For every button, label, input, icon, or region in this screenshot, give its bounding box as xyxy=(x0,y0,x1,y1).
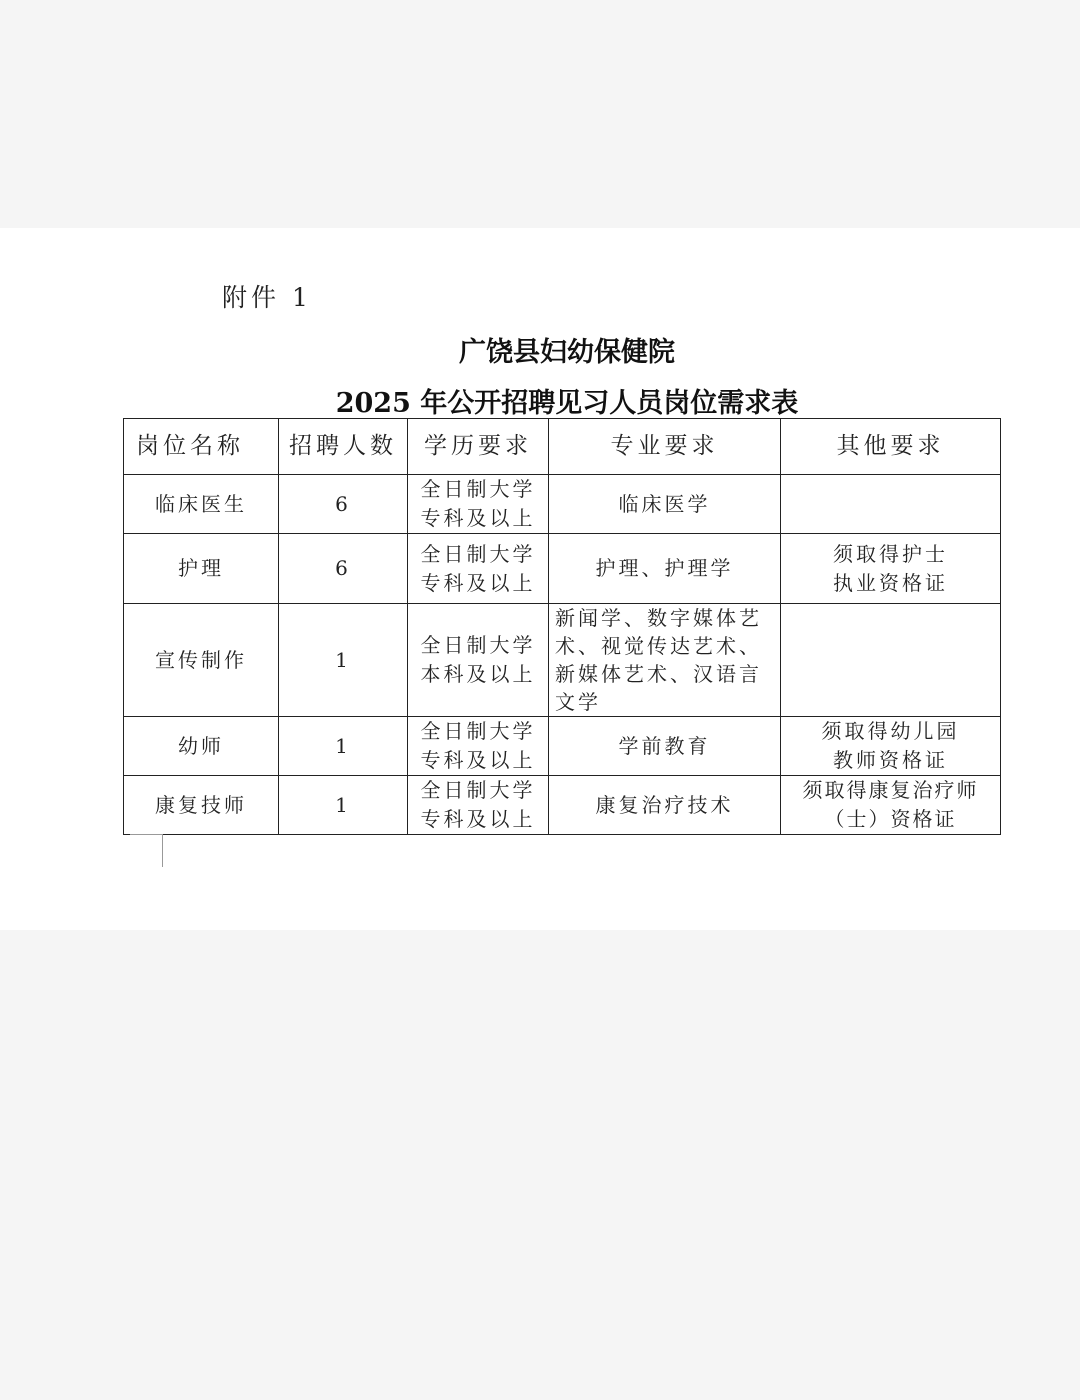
header-count: 招聘人数 xyxy=(279,419,408,475)
major-cell: 新闻学、数字媒体艺术、视觉传达艺术、新媒体艺术、汉语言文学 xyxy=(549,604,781,717)
education-cell xyxy=(408,534,549,604)
document-subtitle: 2025 年公开招聘见习人员岗位需求表 xyxy=(335,388,799,419)
other-line: 执业资格证 xyxy=(833,570,948,595)
other-cell xyxy=(781,475,1001,534)
count-cell: 1 xyxy=(279,776,408,835)
header-education: 学历要求 xyxy=(408,419,549,475)
count-cell: 1 xyxy=(279,717,408,776)
education-line: 专科及以上 xyxy=(420,748,536,772)
document-title: 广饶县妇幼保健院 xyxy=(459,337,675,368)
major-cell: 学前教育 xyxy=(549,717,781,776)
education-line: 全日制大学 xyxy=(420,477,536,501)
table-row xyxy=(124,475,1001,534)
count-cell: 6 xyxy=(279,475,408,534)
other-cell xyxy=(781,717,1001,776)
header-position: 岗位名称 xyxy=(124,419,279,475)
count-cell: 1 xyxy=(279,604,408,717)
document-page xyxy=(0,228,1080,930)
table-row xyxy=(124,604,1001,717)
header-major: 专业要求 xyxy=(549,419,781,475)
education-line: 全日制大学 xyxy=(420,719,536,743)
other-line: 须取得护士 xyxy=(833,541,948,566)
major-cell: 护理、护理学 xyxy=(549,534,781,604)
education-line: 全日制大学 xyxy=(420,778,536,802)
position-cell: 康复技师 xyxy=(124,776,279,835)
education-line: 本科及以上 xyxy=(420,662,536,686)
education-cell xyxy=(408,776,549,835)
position-cell: 临床医生 xyxy=(124,475,279,534)
table-row xyxy=(124,534,1001,604)
major-cell: 康复治疗技术 xyxy=(549,776,781,835)
education-line: 专科及以上 xyxy=(420,570,536,595)
position-cell: 护理 xyxy=(124,534,279,604)
other-cell xyxy=(781,604,1001,717)
education-line: 专科及以上 xyxy=(420,506,536,530)
education-cell xyxy=(408,717,549,776)
header-other: 其他要求 xyxy=(781,419,1001,475)
education-line: 全日制大学 xyxy=(420,633,536,657)
requirements-table xyxy=(123,418,1001,835)
table-row xyxy=(124,776,1001,835)
table-row xyxy=(124,717,1001,776)
table-header-row xyxy=(124,419,1001,475)
attachment-label: 附件 1 xyxy=(222,283,312,312)
position-cell: 幼师 xyxy=(124,717,279,776)
other-line: 须取得康复治疗师 xyxy=(802,778,979,802)
position-cell: 宣传制作 xyxy=(124,604,279,717)
other-line: 须取得幼儿园 xyxy=(821,719,960,743)
other-line: 教师资格证 xyxy=(833,748,948,772)
education-cell xyxy=(408,604,549,717)
other-cell xyxy=(781,534,1001,604)
crop-mark xyxy=(130,834,163,867)
education-line: 专科及以上 xyxy=(420,807,536,831)
major-cell: 临床医学 xyxy=(549,475,781,534)
education-line: 全日制大学 xyxy=(420,541,536,566)
education-cell xyxy=(408,475,549,534)
count-cell: 6 xyxy=(279,534,408,604)
other-cell xyxy=(781,776,1001,835)
other-line: （士）资格证 xyxy=(824,807,957,831)
